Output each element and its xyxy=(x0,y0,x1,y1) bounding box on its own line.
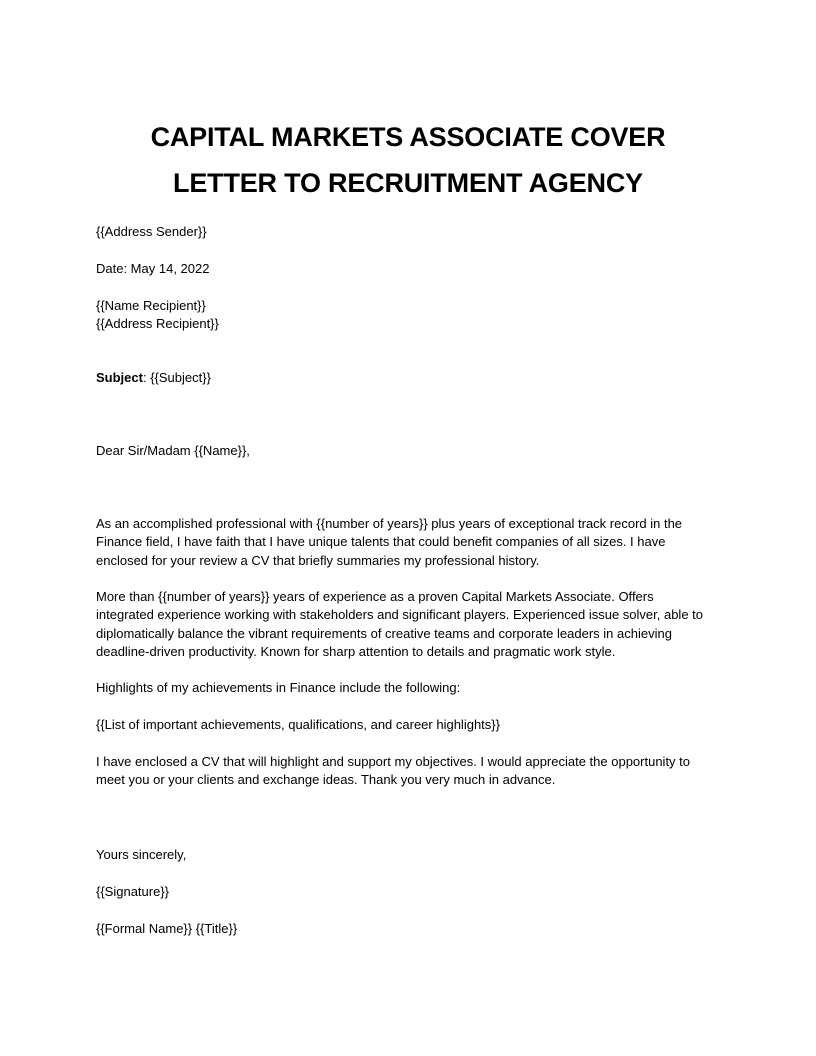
closing: Yours sincerely, xyxy=(96,847,187,862)
title-line-1: CAPITAL MARKETS ASSOCIATE COVER xyxy=(150,122,666,152)
paragraph-line: As an accomplished professional with {{number of years}} plus years of exceptional track record in the xyxy=(96,516,683,531)
paragraph-line: I have enclosed a CV that will highlight and support my objectives. I would appreciate the opportunity to xyxy=(96,754,691,769)
paragraph-intro xyxy=(96,515,722,570)
paragraph-line: Finance field, I have faith that I have unique talents that could benefit companies of all sizes. I have xyxy=(96,534,666,550)
document-title xyxy=(96,114,720,206)
paragraph-line: More than {{number of years}} years of experience as a proven Capital Markets Associate. Offers xyxy=(96,589,654,604)
paragraph-closing xyxy=(96,753,722,790)
formal-name-title: {{Formal Name}} {{Title}} xyxy=(96,921,238,936)
paragraph-line: meet you or your clients and exchange ideas. Thank you very much in advance. xyxy=(96,772,556,788)
paragraph-line: diplomatically balance the vibrant requirements of creative teams and corporate leaders in achieving xyxy=(96,625,672,641)
name-recipient: {{Name Recipient}} xyxy=(96,298,206,313)
address-recipient: {{Address Recipient}} xyxy=(96,316,219,331)
subject-value: : {{Subject}} xyxy=(142,370,211,385)
title-line-2: LETTER TO RECRUITMENT AGENCY xyxy=(173,168,643,198)
highlights-intro: Highlights of my achievements in Finance include the following: xyxy=(96,680,461,695)
paragraph-line: enclosed for your review a CV that briefly summaries my professional history. xyxy=(96,552,540,568)
address-sender: {{Address Sender}} xyxy=(96,224,207,239)
highlights-placeholder: {{List of important achievements, qualifications, and career highlights}} xyxy=(96,717,500,732)
paragraph-line: integrated experience working with stakeholders and significant players. Experienced issue solver, able to xyxy=(96,607,704,623)
salutation: Dear Sir/Madam {{Name}}, xyxy=(96,443,250,458)
letter-date: Date: May 14, 2022 xyxy=(96,261,210,276)
subject-line xyxy=(96,369,211,387)
paragraph-line: deadline-driven productivity. Known for sharp attention to details and pragmatic work style. xyxy=(96,643,616,659)
paragraph-experience xyxy=(96,588,722,661)
signature: {{Signature}} xyxy=(96,884,170,899)
subject-label: Subject xyxy=(96,370,143,385)
